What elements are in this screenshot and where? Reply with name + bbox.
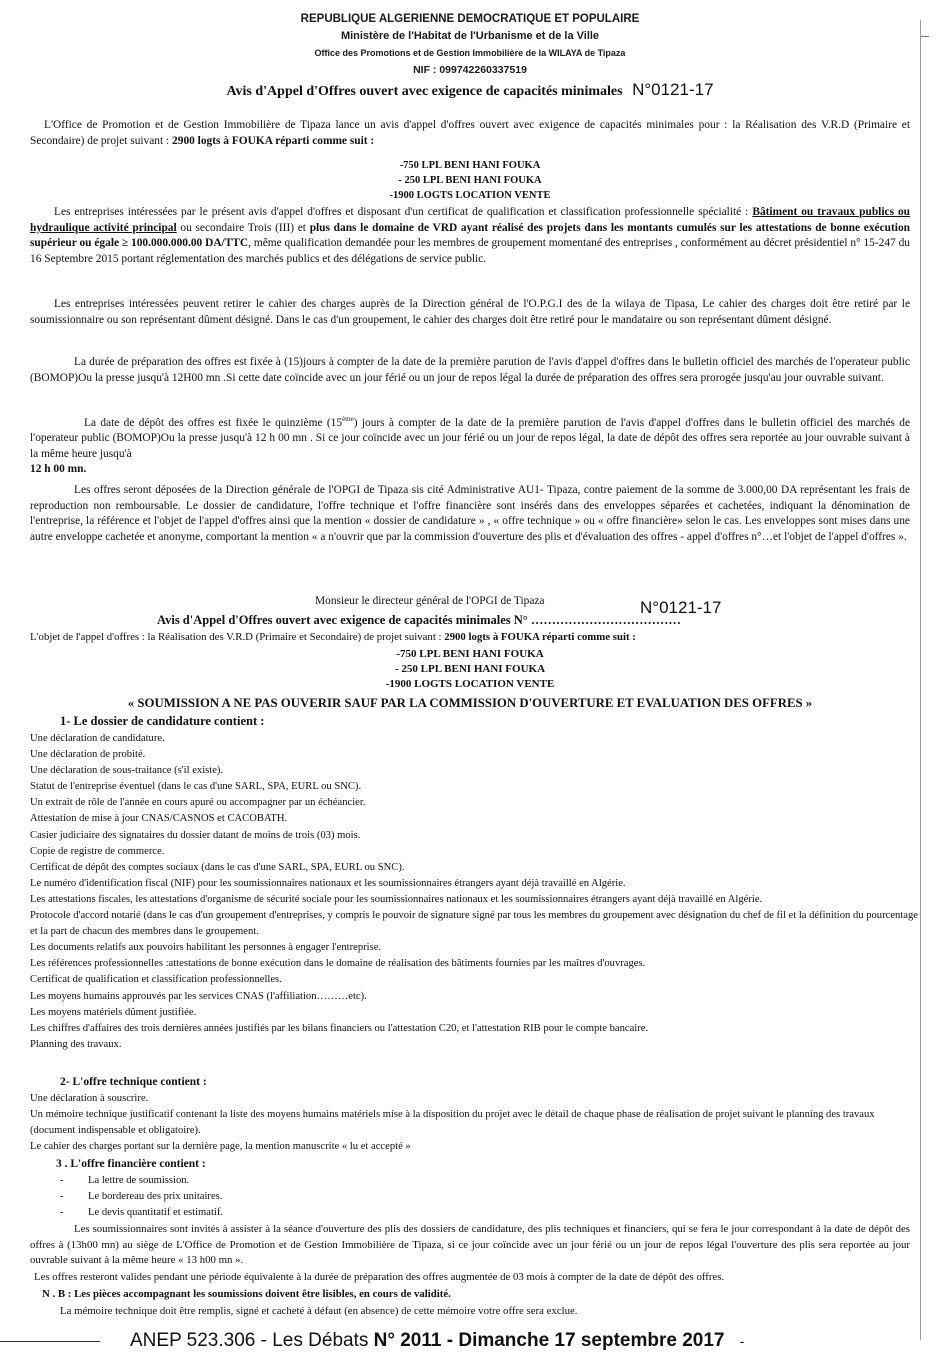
financiere-heading: 3 . L'offre financière contient : xyxy=(56,1158,206,1170)
dossier-item: Les moyens humains approuvés par les services CNAS (l'affiliation………etc). xyxy=(30,990,367,1002)
deposit-text-2: ) jours à compter de la date de la première parution de l'avis d'appel d'offres dans le bulletin officiel des marchés de l'operateur public (BOMOP)Ou la presse jusqu'à 12 h 00 mn . Si ce jour coïncide avec un jour férié ou un jour de repos légal, la date de dépôt des offres sera reportée au jour ouvrable suivant à la même heure jusqu'à xyxy=(30,416,911,460)
dossier-item: Planning des travaux. xyxy=(30,1038,122,1050)
intro-text: L'Office de Promotion et de Gestion Immobilière de Tipaza lance un avis d'appel d'offres ouvert avec exigence de capacités minimales pour : la Réalisation des V.R.D (Primaire et Secondaire) de projet suivant : xyxy=(30,119,910,147)
nif-header: NIF : 099742260337519 xyxy=(413,64,527,76)
financiere-item: - La lettre de soumission. xyxy=(60,1175,190,1186)
notice-title-text: Avis d'Appel d'Offres ouvert avec exigence de capacités minimales xyxy=(226,84,623,99)
deposit-sup: ème xyxy=(342,415,354,423)
envelope-object-text: la Réalisation des V.R.D (Primaire et Secondaire) de projet suivant : xyxy=(147,631,442,643)
financiere-item-text: Le devis quantitatif et estimatif. xyxy=(88,1207,224,1219)
financiere-item: - Le devis quantitatif et estimatif. xyxy=(60,1207,224,1219)
dossier-item: Certificat de qualification et classification professionnelles. xyxy=(30,974,282,986)
envelope-object-project: 2900 logts à FOUKA réparti comme suit : xyxy=(444,631,636,643)
dossier-item: Attestation de mise à jour CNAS/CASNOS et CACOBATH. xyxy=(30,813,288,825)
specifications-paragraph: Les entreprises intéressées peuvent retirer le cahier des charges auprès de la Direction général de l'O.P.G.I des de la wilaya de Tipasa, Le cahier des charges doit être retiré par le soumissionnaire ou son représentant dûment désigné. Dans le cas d'un groupement, le cahier des charges doit être retiré pour le mandataire ou son représentant dûment désigné. xyxy=(30,298,910,326)
dossier-item: Certificat de dépôt des comptes sociaux (dans le cas d'une SARL, SPA, EURL ou SNC). xyxy=(30,861,405,873)
dossier-item: Un extrait de rôle de l'année en cours apuré ou accompagner par un échéancier. xyxy=(30,797,366,809)
envelope-lots xyxy=(0,647,940,692)
envelope-lot: - 250 LPL BENI HANI FOUKA xyxy=(394,663,546,675)
envelope-addressee: Monsieur le directeur général de l'OPGI de Tipaza xyxy=(315,595,545,607)
opening-session-paragraph: Les soumissionnaires sont invités à assister à la séance d'ouverture des plis des dossiers de candidature, des plis techniques et financiers, qui se fera le jour correspondant à la date de dépôt des offres à (13h00 mn) au siège de L'Office de Promotion et de Gestion Immobilière de Tipaza, si ce jour coïncide avec un jour férié ou un jour de repos légal l'ouverture des plis sera reportée au jour ouvrable suivant à la même heure « 13 h00 mn ». xyxy=(30,1223,910,1266)
dossier-item: Les documents relatifs aux pouvoirs habilitant les personnes à engager l'entreprise. xyxy=(30,942,382,954)
intro-lot: -750 LPL BENI HANI FOUKA xyxy=(399,160,541,171)
eligibility-speciality: Bâtiment ou travaux publics ou hydraulique activité principal xyxy=(30,206,910,234)
intro-lots xyxy=(0,158,940,203)
dossier-item: Statut de l'entreprise éventuel (dans le cas d'une SARL, SPA, EURL ou SNC). xyxy=(30,781,362,793)
envelope-lot: -1900 LOGTS LOCATION VENTE xyxy=(385,678,555,690)
technique-item: Le cahier des charges portant sur la dernière page, la mention manuscrite « lu et accepté » xyxy=(30,1141,411,1153)
dossier-item: Les moyens matériels dûment justifiée. xyxy=(30,1006,197,1018)
eligibility-category: ou secondaire Trois (III) et xyxy=(180,221,306,234)
intro-lot: -1900 LOGTS LOCATION VENTE xyxy=(389,190,551,201)
office-header: Office des Promotions et de Gestion Immobilière de la WILAYA de Tipaza xyxy=(314,48,626,58)
financiere-item: - Le bordereau des prix unitaires. xyxy=(60,1191,223,1203)
financiere-item-text: Le bordereau des prix unitaires. xyxy=(88,1191,223,1203)
envelope-object-label: L'objet de l'appel d'offres : xyxy=(30,631,145,643)
dossier-item: Le numéro d'identification fiscal (NIF) pour les soumissionnaires nationaux et les soumissionnaires étrangers ayant déjà travaillé en Algérie. xyxy=(30,877,626,889)
republic-header: REPUBLIQUE ALGERIENNE DEMOCRATIQUE ET POPULAIRE xyxy=(300,13,640,25)
technique-heading: 2- L'offre technique contient : xyxy=(60,1076,207,1088)
technique-item: Un mémoire technique justificatif contenant la liste des moyens humains matériels mise à la disposition du projet avec le détail de chaque phase de réalisation de projet suivant le planning des travaux (document indispensable et obligatoire). xyxy=(30,1109,875,1137)
intro-paragraph xyxy=(30,118,910,149)
dossier-item: Protocole d'accord notarié (dans le cas d'un groupement d'entreprises, y compris le pouvoir de signature signé par tous les membres du groupement avec désignation du chef de fil et la définition du pourcentage et la part de chacun des membres dans le groupement. xyxy=(30,910,918,938)
footer xyxy=(130,1330,744,1352)
financiere-item-text: La lettre de soumission. xyxy=(88,1175,190,1186)
footer-dash: - xyxy=(739,1333,745,1349)
dossier-item: Copie de registre de commerce. xyxy=(30,845,165,857)
eligibility-amount: plus dans le domaine de VRD ayant réalisé des projets dans les montants cumulés sur les attestations de bonne exécution supérieur ou égale ≥ 100.000.000.00 DA/TTC xyxy=(30,221,910,249)
technique-item: Une déclaration à souscrire. xyxy=(30,1093,149,1104)
deposit-time: 12 h 00 mn. xyxy=(30,463,87,476)
dossier-list xyxy=(30,731,920,1053)
dossier-item: Une déclaration de candidature. xyxy=(30,733,165,744)
dossier-item: Les attestations fiscales, les attestations d'organisme de sécurité sociale pour les soumissionnaires nationaux et les soumissionnaires étrangers ayant déjà travaillé en Algérie. xyxy=(30,893,763,905)
dossier-item: Une déclaration de sous-traitance (s'il existe). xyxy=(30,765,224,777)
memo-note: La mémoire technique doit être remplis, signé et cacheté à défaut (en absence) de cette mémoire votre offre sera exclue. xyxy=(60,1305,578,1317)
envelope-avis: Avis d'Appel d'Offres ouvert avec exigence de capacités minimales N° ……………………………… xyxy=(157,613,681,627)
financiere-list xyxy=(30,1173,920,1221)
dossier-item: Une déclaration de probité. xyxy=(30,749,146,761)
footer-rule xyxy=(0,1341,100,1342)
notice-number: N°0121-17 xyxy=(632,80,714,99)
intro-lot: - 250 LPL BENI HANI FOUKA xyxy=(398,175,542,186)
notice-title xyxy=(0,80,940,100)
envelope-number: N°0121-17 xyxy=(640,598,722,617)
nb-note: N . B : Les pièces accompagnant les soumissions doivent être lisibles, en cours de validité. xyxy=(42,1288,451,1300)
deposit-text: La date de dépôt des offres est fixée le quinzième (15 xyxy=(84,416,343,429)
envelope-object xyxy=(30,630,910,646)
technique-list xyxy=(30,1091,920,1155)
deposit-paragraph xyxy=(30,412,910,478)
submission-paragraph: Les offres seront déposées de la Direction générale de l'OPGI de Tipaza sis cité Administrative AU1- Tipaza, contre paiement de la somme de 3.000,00 DA représentant les frais de reproduction non remboursable. Le dossier de candidature, l'offre technique et l'offre financière sont insérés dans des enveloppes séparées et cachetées, indiquant la dénomination de l'entreprise, la référence et l'objet de l'appel d'offres ainsi que la mention « dossier de candidature » , « offre technique » ou « offre financière» selon le cas. Les enveloppes sont mises dans une autre enveloppe cachetée et anonyme, comportant la mention « a n'ouvrir que par la commission d'ouverture des plis et d'évaluation des offres - appel d'offres n°…et l'objet de l'appel d'offres ». xyxy=(30,484,910,543)
dossier-heading: 1- Le dossier de candidature contient : xyxy=(60,714,265,728)
dossier-item: Les références professionnelles :attestations de bonne exécution dans le domaine de réalisation des bâtiments fournies par les maîtres d'ouvrages. xyxy=(30,958,646,970)
preparation-paragraph: La durée de préparation des offres est fixée à (15)jours à compter de la date de la première parution de l'avis d'appel d'offres dans le bulletin officiel des marchés de l'operateur public (BOMOP)Ou la presse jusqu'à 12H00 mn .Si cette date coïncide avec un jour férié ou un jour de repos légal la durée de préparation des offres sera prorogée jusqu'au jour ouvrable suivant. xyxy=(30,356,910,384)
eligibility-paragraph xyxy=(30,205,910,267)
dossier-item: Les chiffres d'affaires des trois dernières années justifiés par les bilans financiers ou l'attestation C20, et l'attestation RIB pour le compte bancaire. xyxy=(30,1022,649,1034)
eligibility-decree: , même qualification demandée pour les membres de groupement momentané des entreprises , conformément au décret présidentiel n° 15-247 du 16 Septembre 2015 portant réglementation des marchés publics et des délégations de service public. xyxy=(30,237,910,265)
validity-paragraph: Les offres resteront valides pendant une période équivalente à la durée de préparation des offres augmentée de 03 mois à compter de la date de dépôt des offres. xyxy=(34,1271,725,1283)
envelope-warning: « SOUMISSION A NE PAS OUVERIR SAUF PAR LA COMMISSION D'OUVERTURE ET EVALUATION DES OFFRES » xyxy=(127,696,813,710)
footer-ref: ANEP 523.306 - Les Débats xyxy=(130,1330,369,1351)
intro-project: 2900 logts à FOUKA réparti comme suit : xyxy=(172,134,375,147)
ministry-header: Ministère de l'Habitat de l'Urbanisme et de la Ville xyxy=(340,30,600,42)
eligibility-text: Les entreprises intéressées par le présent avis d'appel d'offres et disposant d'un certificat de qualification et classification professionnelle spécialité : xyxy=(54,206,749,218)
footer-issue: N° 2011 - Dimanche 17 septembre 2017 xyxy=(373,1330,725,1351)
dossier-item: Casier judiciaire des signataires du dossier datant de moins de trois (03) mois. xyxy=(30,829,361,841)
envelope-lot: -750 LPL BENI HANI FOUKA xyxy=(396,648,544,660)
